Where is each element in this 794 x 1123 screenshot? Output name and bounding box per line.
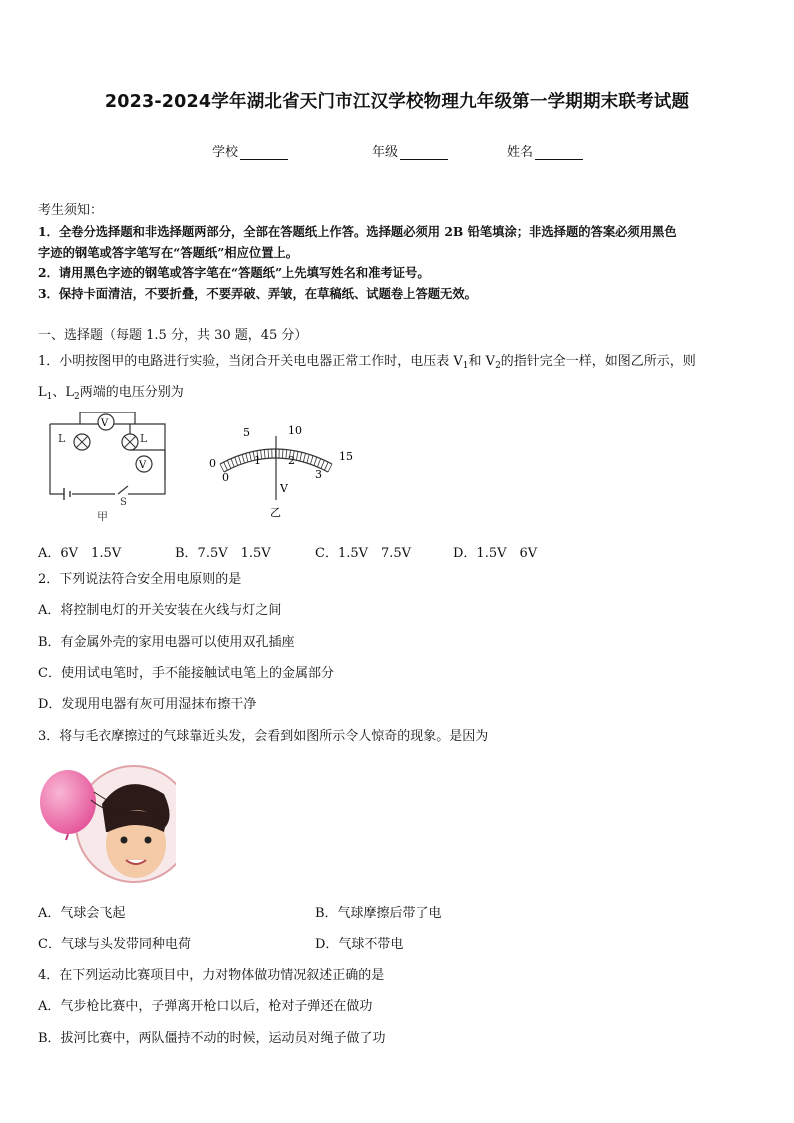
svg-text:S: S: [120, 497, 127, 508]
dial-tick: [303, 453, 305, 462]
q2-option-c[interactable]: C．使用试电笔时，手不能接触试电笔上的金属部分: [38, 666, 334, 681]
section-heading: 一、选择题（每题 1.5 分，共 30 题，45 分）: [38, 328, 308, 343]
q1-option-c[interactable]: C．1.5V 7.5V: [315, 546, 412, 561]
dial-tick: [235, 457, 238, 465]
school-label: 学校: [212, 145, 239, 160]
grade-label: 年级: [372, 145, 399, 160]
q4-option-b[interactable]: B．拔河比赛中，两队僵持不动的时候，运动员对绳子做了功: [38, 1031, 386, 1046]
dial-bottom-3: 3: [315, 468, 322, 481]
name-label: 姓名: [507, 145, 534, 160]
page-title: 2023-2024学年湖北省天门市江汉学校物理九年级第一学期期末联考试题: [104, 92, 690, 112]
fig-yi-label: 乙: [270, 506, 281, 519]
dial-tick: [310, 456, 313, 465]
q3-option-b[interactable]: B．气球摩擦后带了电: [315, 906, 442, 921]
name-field: [507, 141, 583, 160]
dial-tick: [286, 450, 287, 459]
dial-tick: [307, 454, 309, 463]
school-blank[interactable]: [240, 146, 288, 160]
dial-tick: [264, 450, 265, 459]
notice-item-1-line-2: 字迹的钢笔或答字笔写在“答题纸”相应位置上。: [38, 245, 299, 260]
q1-option-b[interactable]: B．7.5V 1.5V: [175, 546, 271, 561]
svg-text:V: V: [101, 418, 109, 429]
q2-stem: 2．下列说法符合安全用电原则的是: [38, 572, 242, 587]
school-field: [212, 141, 288, 160]
q1-option-a[interactable]: A．6V 1.5V: [38, 546, 122, 561]
dial-tick: [231, 459, 234, 467]
dial-top-15: 15: [339, 450, 353, 463]
q1-option-d[interactable]: D．1.5V 6V: [453, 546, 538, 561]
dial-tick: [296, 451, 298, 460]
q1-stem-line-1: 1．小明按图甲的电路进行实验，当闭合开关电电器正常工作时，电压表 $V_1$和 $V_2$的指针完全一样，如图乙所示，则: [38, 354, 696, 371]
q3-option-d[interactable]: D．气球不带电: [315, 937, 404, 952]
dial-tick: [268, 449, 269, 458]
q2-option-d[interactable]: D．发现用电器有灰可用湿抹布擦干净: [38, 697, 257, 712]
grade-blank[interactable]: [400, 146, 448, 160]
svg-text:V: V: [139, 460, 147, 471]
dial-tick: [317, 459, 320, 467]
voltmeter-dial: [200, 420, 360, 520]
circuit-diagram: [40, 412, 180, 524]
dial-top-0: 0: [209, 457, 216, 470]
q3-option-c[interactable]: C．气球与头发带同种电荷: [38, 937, 191, 952]
dial-top-5: 5: [243, 426, 250, 439]
q2-option-b[interactable]: B．有金属外壳的家用电器可以使用双孔插座: [38, 635, 295, 650]
balloon-girl-image: [36, 760, 176, 888]
voltmeter-v2-icon: [136, 456, 152, 472]
lamp-l2-icon: [122, 434, 138, 450]
name-blank[interactable]: [535, 146, 583, 160]
dial-tick: [246, 453, 248, 462]
dial-tick: [282, 449, 283, 458]
q3-stem: 3．将与毛衣摩擦过的气球靠近头发，会看到如图所示令人惊奇的现象。是因为: [38, 729, 489, 744]
battery-icon: [64, 488, 70, 500]
grade-field: [372, 141, 448, 160]
dial-tick: [249, 452, 251, 461]
voltmeter-v1-icon: [98, 414, 114, 430]
fig-jia-label: 甲: [97, 510, 108, 523]
dial-top-10: 10: [288, 424, 302, 437]
dial-bottom-2: 2: [288, 454, 295, 467]
dial-unit: V: [280, 482, 288, 495]
notice-heading: 考生须知：: [38, 203, 104, 218]
q3-option-a[interactable]: A．气球会飞起: [38, 906, 126, 921]
dial-tick: [324, 462, 328, 470]
notice-item-2: 2．请用黑色字迹的钢笔或答字笔在“答题纸”上先填写姓名和准考证号。: [38, 265, 430, 280]
q4-stem: 4．在下列运动比赛项目中，力对物体做功情况叙述正确的是: [38, 968, 385, 983]
q2-option-a[interactable]: A．将控制电灯的开关安装在火线与灯之间: [38, 603, 282, 618]
dial-tick: [314, 457, 317, 465]
dial-bottom-1: 1: [254, 454, 261, 467]
svg-text:L: L: [140, 432, 148, 445]
notice-item-1-line-1: 1．全卷分选择题和非选择题两部分，全部在答题纸上作答。选择题必须用 2B 铅笔填涂；非选择题的答案必须用黑色: [38, 224, 677, 239]
lamp-l1-icon: [74, 434, 90, 450]
dial-tick: [224, 462, 228, 470]
dial-tick: [238, 456, 241, 465]
dial-tick: [227, 460, 230, 468]
q1-stem-line-2: $L_1$、$L_2$两端的电压分别为: [38, 385, 184, 402]
notice-item-3: 3．保持卡面清洁，不要折叠，不要弄破、弄皱，在草稿纸、试题卷上答题无效。: [38, 286, 477, 301]
q4-option-a[interactable]: A．气步枪比赛中，子弹离开枪口以后，枪对子弹还在做功: [38, 999, 373, 1014]
dial-bottom-0: 0: [222, 471, 229, 484]
dial-tick: [242, 454, 244, 463]
dial-tick: [300, 452, 302, 461]
dial-tick: [328, 464, 332, 472]
svg-text:L: L: [58, 432, 66, 445]
